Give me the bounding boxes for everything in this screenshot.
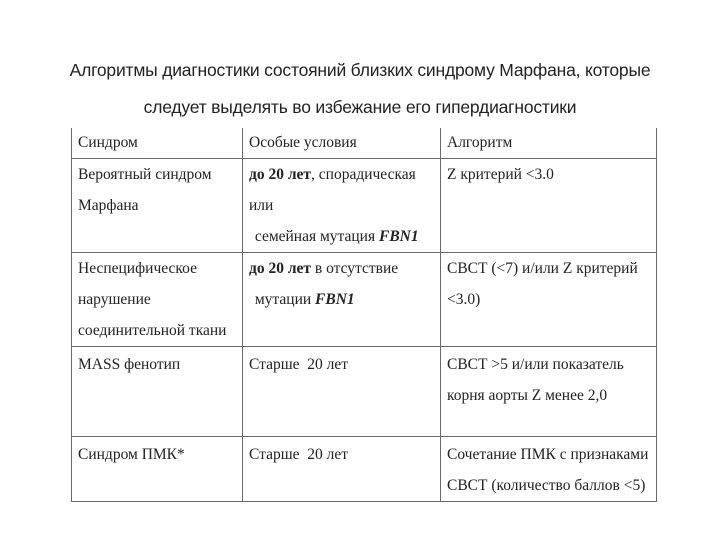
slide-title [0,52,720,126]
cell-text: СВСТ >5 и/или показатель [447,356,624,373]
title-line-1: Алгоритмы диагностики состояний близких синдрому Марфана, которые [69,60,651,80]
cell-conditions [243,159,441,253]
cell-text: Синдром ПМК* [78,446,185,463]
cell-text: в отсутствие [311,260,399,277]
cell-conditions [243,347,441,437]
cell-text: Сочетание ПМК с признаками [447,446,649,463]
cell-text [249,253,434,284]
cell-text: Вероятный синдром [78,166,212,183]
header-syndrome: Синдром [72,128,243,159]
cell-text: корня аорты Z менее 2,0 [447,387,608,404]
header-conditions: Особые условия [243,128,441,159]
cell-text: семейная мутация [254,228,379,245]
cell-text: Неспецифическое [78,260,197,277]
cell-text: нарушение [78,291,151,308]
age-condition: до 20 лет [249,260,312,277]
cell-text: Старше 20 лет [249,356,349,373]
cell-conditions [243,437,441,502]
cell-algorithm [441,253,657,347]
table-row [72,347,657,437]
cell-text: мутации [254,291,316,308]
cell-algorithm [441,159,657,253]
cell-text: , спорадическая или [249,166,416,214]
gene-name: FBN1 [378,228,419,245]
cell-text: MASS фенотип [78,356,181,373]
cell-text: Старше 20 лет [249,446,349,463]
table-header-row [72,128,657,159]
cell-text: соединительной ткани [78,322,227,339]
cell-text: Z критерий <3.0 [447,166,554,183]
cell-syndrome [72,347,243,437]
cell-text [249,221,434,252]
cell-algorithm [441,437,657,502]
diagnostic-table [71,128,657,502]
cell-text: СВСТ (<7) и/или Z критерий [447,260,638,277]
cell-syndrome [72,159,243,253]
title-line-2: следует выделять во избежание его гипердиагностики [143,97,577,117]
cell-conditions [243,253,441,347]
cell-text: <3.0) [447,291,481,308]
age-condition: до 20 лет [249,166,312,183]
cell-algorithm [441,347,657,437]
cell-syndrome [72,253,243,347]
cell-text: Марфана [78,197,139,214]
header-algorithm: Алгоритм [441,128,657,159]
gene-name: FBN1 [315,291,355,308]
table-row [72,159,657,253]
cell-text [249,159,434,221]
cell-text [249,284,434,315]
table-row [72,253,657,347]
cell-text: СВСТ (количество баллов <5) [447,477,646,494]
cell-syndrome [72,437,243,502]
table-row [72,437,657,502]
